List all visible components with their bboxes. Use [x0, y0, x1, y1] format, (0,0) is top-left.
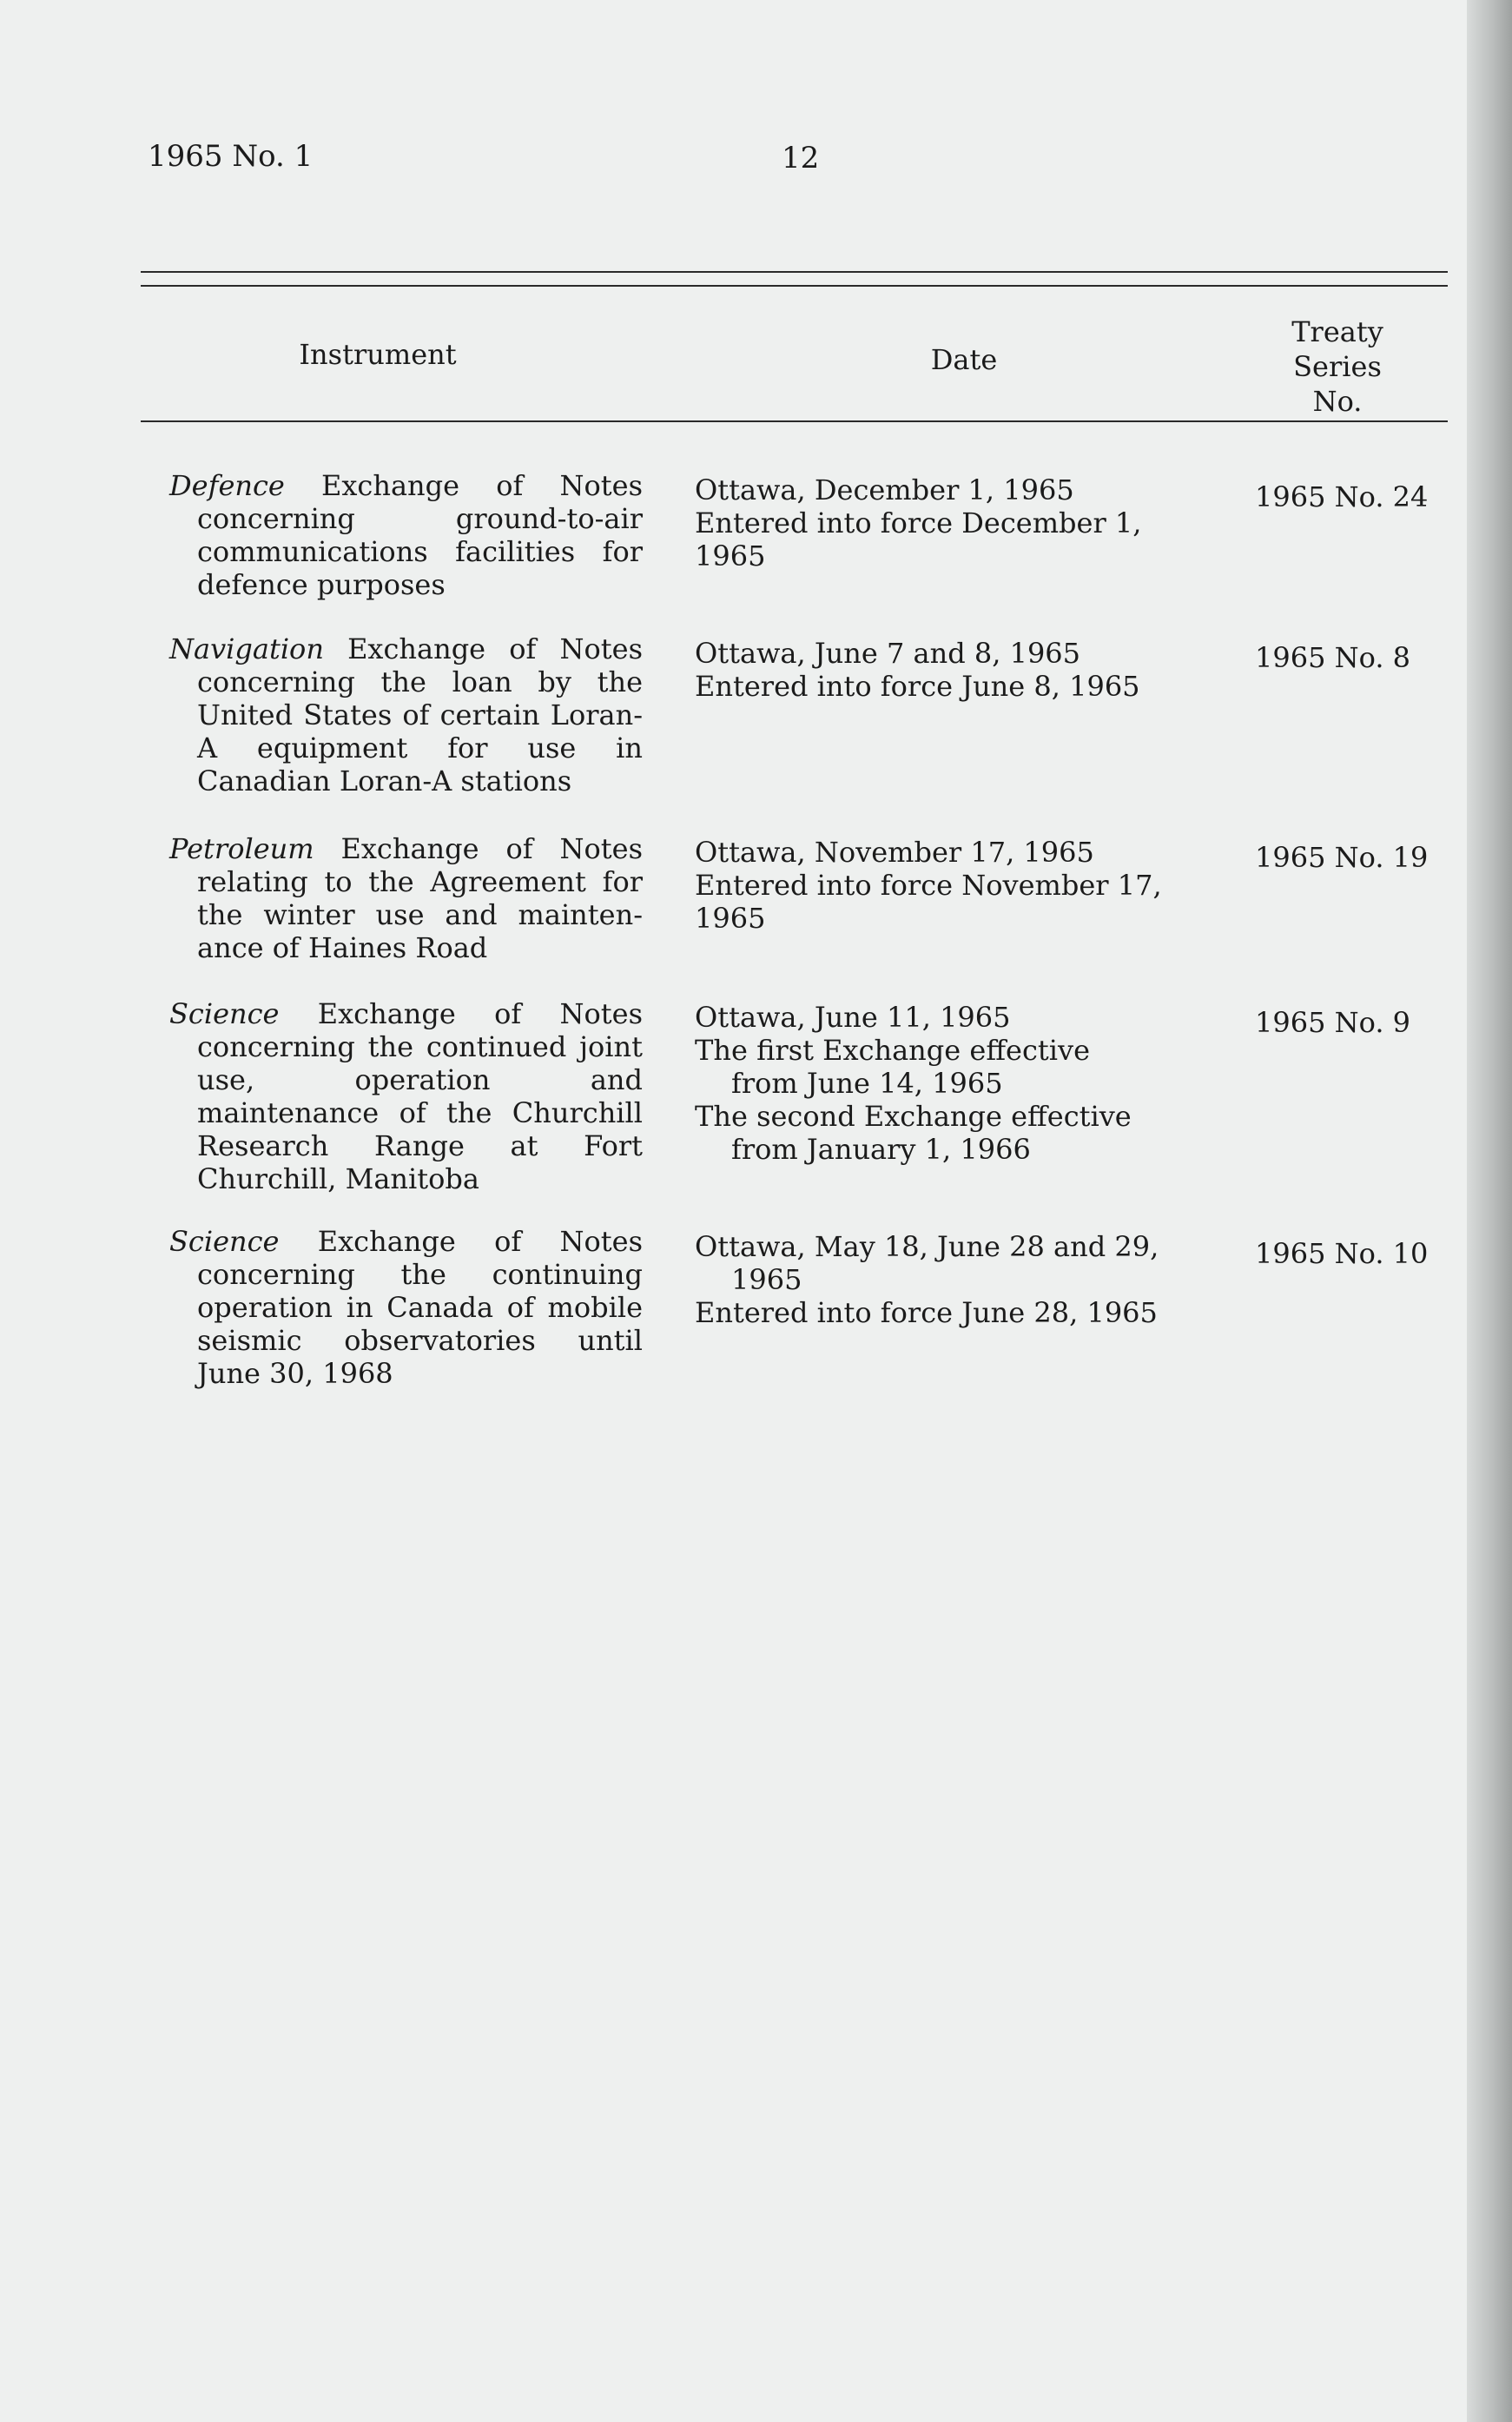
table-row-date	[695, 1001, 1203, 1166]
subject-label: Science	[169, 997, 280, 1030]
date-line: The second Exchange effective	[695, 1100, 1132, 1133]
table-row-instrument	[169, 632, 643, 797]
instrument-description: Exchange of Notes concerning the loan by the United States of certain Loran-A equipment for use in Canadian Loran-A stations	[197, 632, 643, 797]
date-line: from June 14, 1965	[731, 1067, 1003, 1100]
date-line: Entered into force November 17,	[695, 869, 1162, 902]
column-header-series	[1251, 314, 1424, 419]
subject-label: Navigation	[169, 632, 324, 665]
table-row-instrument	[169, 1225, 643, 1390]
date-line: The first Exchange effective	[695, 1034, 1091, 1067]
table-row-series: 1965 No. 8	[1255, 641, 1411, 674]
table-row-series: 1965 No. 19	[1255, 841, 1429, 874]
table-row-instrument	[169, 469, 643, 601]
page-edge-shadow	[1467, 0, 1512, 2422]
table-top-rule-2	[141, 285, 1448, 287]
subject-label: Petroleum	[169, 832, 314, 865]
table-row-date	[695, 637, 1203, 703]
date-line: Ottawa, June 11, 1965	[695, 1001, 1011, 1034]
instrument-description: Exchange of Notes concerning ground-to-air communications facilities for defence purposes	[197, 469, 643, 601]
date-line: Entered into force June 8, 1965	[695, 670, 1140, 703]
column-header-instrument: Instrument	[299, 338, 457, 371]
instrument-description: Exchange of Notes concerning the continuing operation in Canada of mobile seismic observatories until June 30, 1968	[197, 1225, 643, 1390]
page-number: 12	[782, 141, 820, 175]
subject-label: Defence	[169, 469, 285, 502]
table-row-series: 1965 No. 24	[1255, 480, 1429, 513]
date-line: 1965	[695, 539, 766, 572]
subject-label: Science	[169, 1225, 280, 1258]
column-header-series-line-1: Treaty	[1291, 315, 1383, 348]
table-row-instrument	[169, 832, 643, 964]
date-line: 1965	[731, 1263, 802, 1296]
date-line: from January 1, 1966	[731, 1133, 1031, 1166]
instrument-description: Exchange of Notes concerning the continued joint use, operation and maintenance of the Churchill Research Range at Fort Churchill, Manitoba	[197, 997, 643, 1195]
date-line: Ottawa, December 1, 1965	[695, 473, 1074, 506]
instrument-description: Exchange of Notes relating to the Agreement for the winter use and mainten-ance of Haines Road	[197, 832, 643, 964]
date-line: Entered into force June 28, 1965	[695, 1296, 1158, 1329]
table-row-date	[695, 473, 1203, 572]
table-row-date	[695, 1230, 1203, 1329]
column-header-series-line-2: Series	[1293, 350, 1382, 383]
column-header-date: Date	[930, 343, 998, 376]
date-line: Entered into force December 1,	[695, 506, 1142, 539]
table-top-rule	[141, 271, 1448, 273]
date-line: Ottawa, June 7 and 8, 1965	[695, 637, 1081, 670]
table-row-date	[695, 836, 1203, 935]
date-line: 1965	[695, 902, 766, 935]
date-line: Ottawa, May 18, June 28 and 29,	[695, 1230, 1159, 1263]
table-row-series: 1965 No. 9	[1255, 1006, 1411, 1039]
column-header-series-line-3: No.	[1312, 385, 1363, 418]
table-row-series: 1965 No. 10	[1255, 1237, 1429, 1270]
table-row-instrument	[169, 997, 643, 1195]
running-header: 1965 No. 1	[148, 139, 314, 174]
date-line: Ottawa, November 17, 1965	[695, 836, 1094, 869]
table-header-rule	[141, 420, 1448, 422]
